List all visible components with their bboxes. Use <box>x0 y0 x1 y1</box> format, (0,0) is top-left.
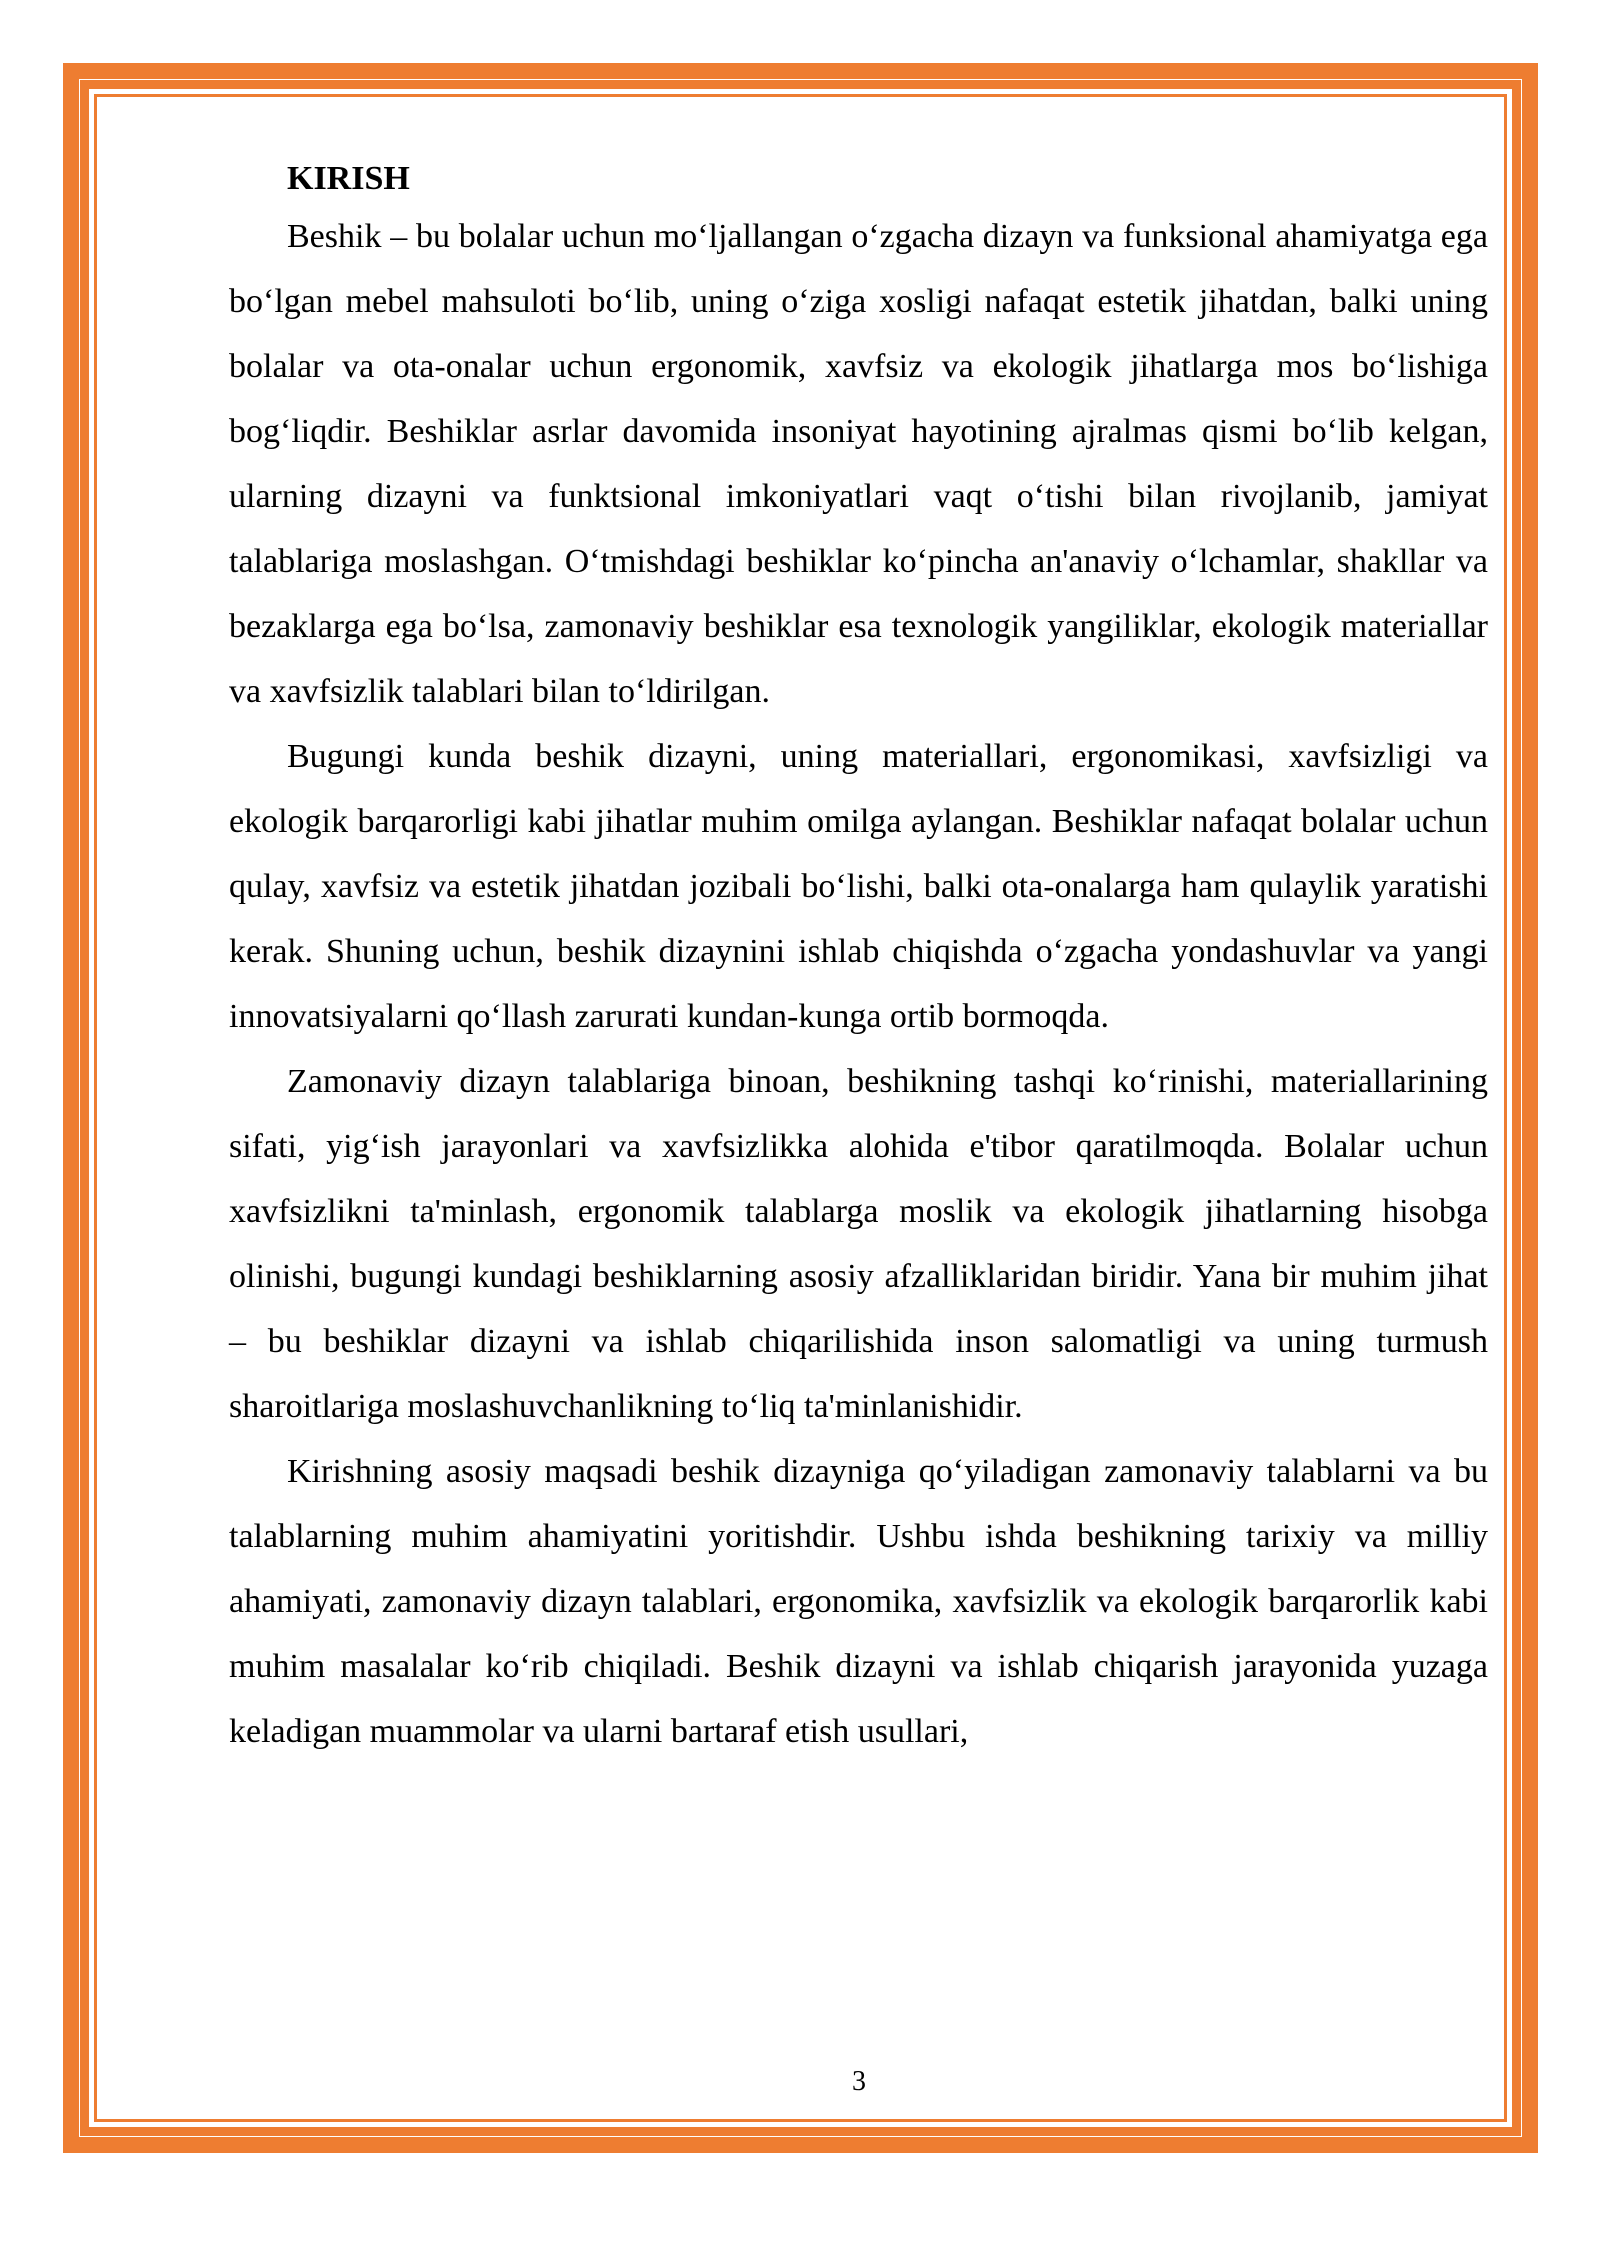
paragraph-2: Bugungi kunda beshik dizayni, uning materiallari, ergonomikasi, xavfsizligi va ekologik barqarorligi kabi jihatlar muhim omilga aylangan. Beshiklar nafaqat bolalar uchun qulay, xavfsiz va estetik jihatdan jozibali bo‘lishi, balki ota-onalarga ham qulaylik yaratishi kerak. Shuning uchun, beshik dizaynini ishlab chiqishda o‘zgacha yondashuvlar va yangi innovatsiyalarni qo‘llash zarurati kundan-kunga ortib bormoqda. <box>229 738 1488 1035</box>
paragraph-1: Beshik – bu bolalar uchun mo‘ljallangan o‘zgacha dizayn va funksional ahamiyatga ega bo‘lgan mebel mahsuloti bo‘lib, uning o‘ziga xosligi nafaqat estetik jihatdan, balki uning bolalar va ota-onalar uchun ergonomik, xavfsiz va ekologik jihatlarga mos bo‘lishiga bog‘liqdir. Beshiklar asrlar davomida insoniyat hayotining ajralmas qismi bo‘lib kelgan, ularning dizayni va funktsional imkoniyatlari vaqt o‘tishi bilan rivojlanib, jamiyat talablariga moslashgan. O‘tmishdagi beshiklar ko‘pincha an'anaviy o‘lchamlar, shakllar va bezaklarga ega bo‘lsa, zamonaviy beshiklar esa texnologik yangiliklar, ekologik materiallar va xavfsizlik talablari bilan to‘ldirilgan. <box>229 218 1488 710</box>
paragraph-3: Zamonaviy dizayn talablariga binoan, beshikning tashqi ko‘rinishi, materiallarining sifati, yig‘ish jarayonlari va xavfsizlikka alohida e'tibor qaratilmoqda. Bolalar uchun xavfsizlikni ta'minlash, ergonomik talablarga moslik va ekologik jihatlarning hisobga olinishi, bugungi kundagi beshiklarning asosiy afzalliklaridan biridir. Yana bir muhim jihat – bu beshiklar dizayni va ishlab chiqarilishida inson salomatligi va uning turmush sharoitlariga moslashuvchanlikning to‘liq ta'minlanishidir. <box>229 1063 1488 1425</box>
section-heading: KIRISH <box>287 160 410 197</box>
page-number: 3 <box>852 2066 866 2097</box>
paragraph-4: Kirishning asosiy maqsadi beshik dizayniga qo‘yiladigan zamonaviy talablarni va bu talablarning muhim ahamiyatini yoritishdir. Ushbu ishda beshikning tarixiy va milliy ahamiyati, zamonaviy dizayn talablari, ergonomika, xavfsizlik va ekologik barqarorlik kabi muhim masalalar ko‘rib chiqiladi. Beshik dizayni va ishlab chiqarish jarayonida yuzaga keladigan muammolar va ularni bartaraf etish usullari, <box>229 1453 1488 1750</box>
document-body <box>229 146 1488 1764</box>
